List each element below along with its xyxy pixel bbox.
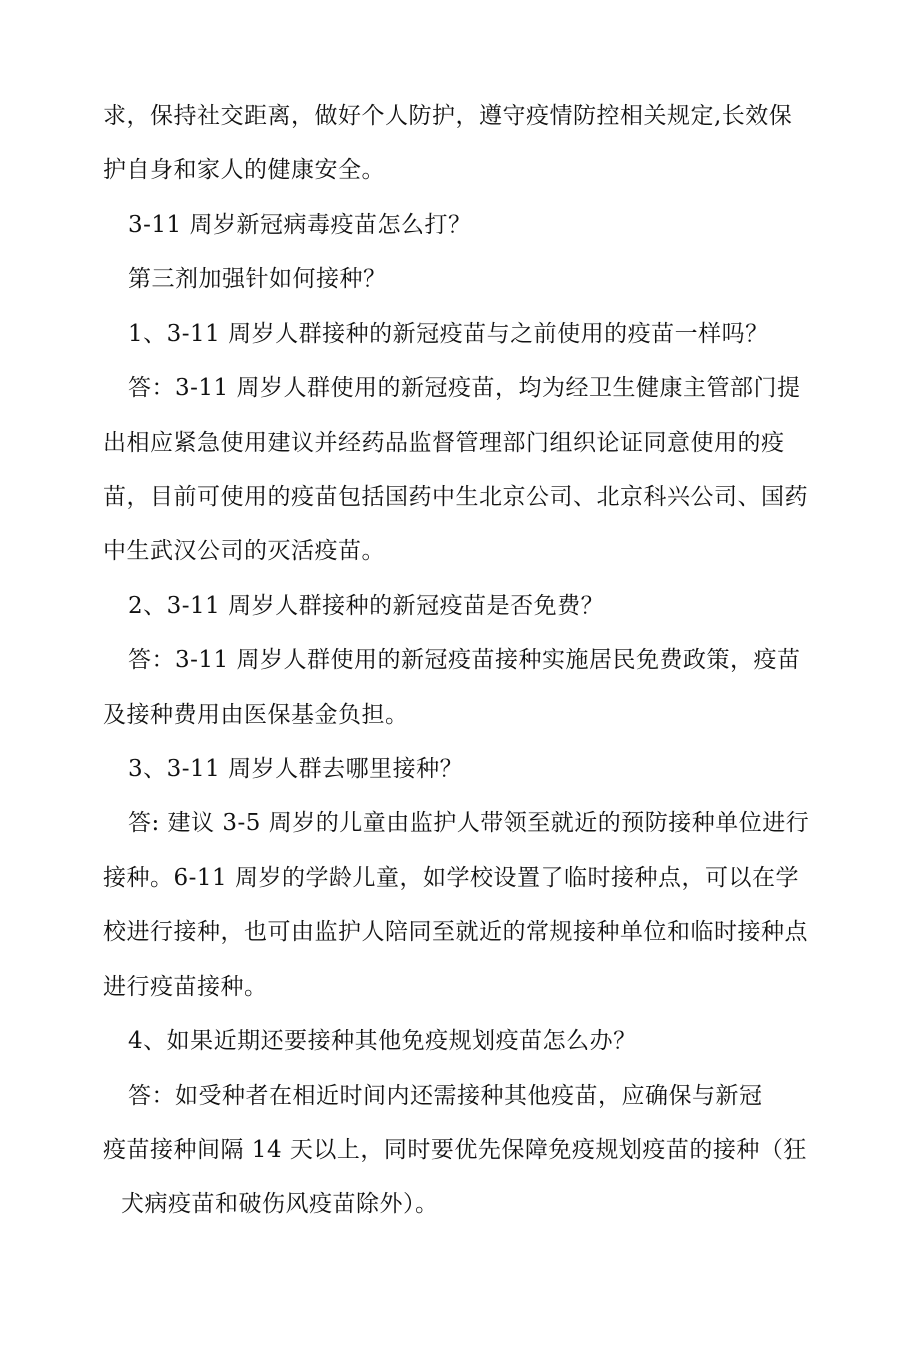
answer-line: 苗，目前可使用的疫苗包括国药中生北京公司、北京科兴公司、国药 (103, 484, 808, 510)
answer-line: 校进行接种，也可由监护人陪同至就近的常规接种单位和临时接种点 (103, 919, 808, 945)
answer-line: 疫苗接种间隔 14 天以上，同时要优先保障免疫规划疫苗的接种（狂 (103, 1137, 807, 1163)
question-heading: 第三剂加强针如何接种？ (128, 266, 387, 292)
paragraph-line: 护自身和家人的健康安全。 (103, 157, 385, 183)
question-line: 1、3-11 周岁人群接种的新冠疫苗与之前使用的疫苗一样吗？ (128, 321, 769, 347)
question-line: 2、3-11 周岁人群接种的新冠疫苗是否免费？ (128, 593, 605, 619)
answer-line: 答：如受种者在相近时间内还需接种其他疫苗，应确保与新冠 (128, 1083, 763, 1109)
question-heading: 3-11 周岁新冠病毒疫苗怎么打？ (128, 212, 472, 238)
answer-line: 中生武汉公司的灭活疫苗。 (103, 538, 385, 564)
answer-line: 答：3-11 周岁人群使用的新冠疫苗，均为经卫生健康主管部门提 (128, 375, 801, 401)
answer-line: 进行疫苗接种。 (103, 974, 268, 1000)
paragraph-line: 求，保持社交距离，做好个人防护，遵守疫情防控相关规定,长效保 (103, 103, 793, 129)
answer-line: 及接种费用由医保基金负担。 (103, 702, 409, 728)
answer-line: 答: 建议 3-5 周岁的儿童由监护人带领至就近的预防接种单位进行 (128, 810, 810, 836)
question-line: 4、如果近期还要接种其他免疫规划疫苗怎么办？ (128, 1028, 637, 1054)
answer-line: 答：3-11 周岁人群使用的新冠疫苗接种实施居民免费政策，疫苗 (128, 647, 801, 673)
question-line: 3、3-11 周岁人群去哪里接种？ (128, 756, 464, 782)
answer-line: 犬病疫苗和破伤风疫苗除外）。 (121, 1191, 439, 1217)
answer-line: 出相应紧急使用建议并经药品监督管理部门组织论证同意使用的疫 (103, 430, 785, 456)
answer-line: 接种。6-11 周岁的学龄儿童，如学校设置了临时接种点，可以在学 (103, 865, 799, 891)
